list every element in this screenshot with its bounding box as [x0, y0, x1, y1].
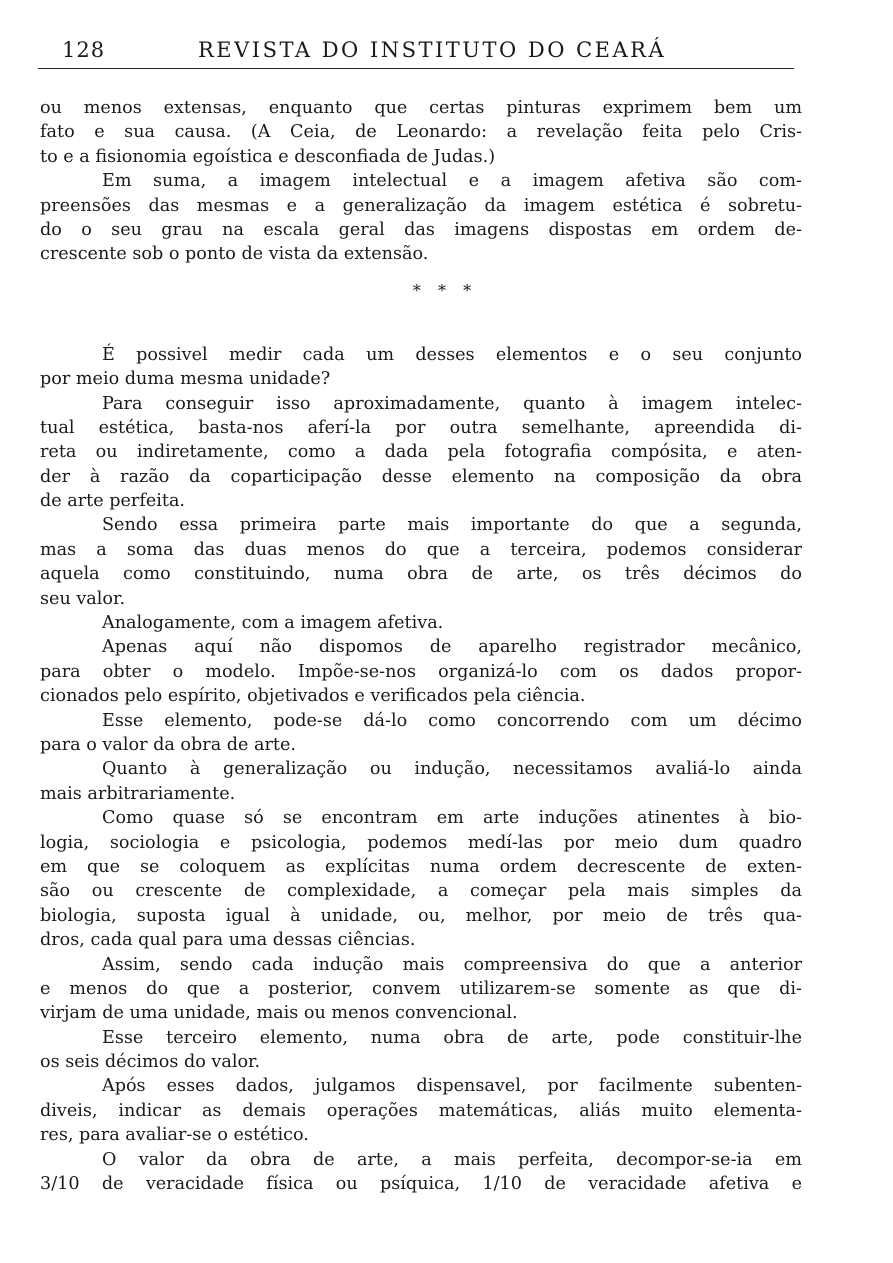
text-line: são ou crescente de complexidade, a começar pela mais simples da: [40, 881, 802, 902]
text-line: to e a fisionomia egoística e desconfiada de Judas.): [40, 146, 496, 167]
text-line: mas a soma das duas menos do que a terceira, podemos considerar: [40, 539, 802, 560]
text-line: cionados pelo espírito, objetivados e verificados pela ciência.: [40, 686, 586, 707]
text-line: logia, sociologia e psicologia, podemos medí-las por meio dum quadro: [40, 832, 802, 853]
paragraph-start: O valor da obra de arte, a mais perfeita, decompor-se-ia em: [102, 1149, 802, 1170]
text-line: e menos do que a posterior, convem utilizarem-se somente as que di-: [40, 978, 802, 999]
text-line: res, para avaliar-se o estético.: [40, 1125, 309, 1146]
text-line: tual estética, basta-nos aferí-la por outra semelhante, apreendida di-: [40, 417, 802, 438]
text-line: crescente sob o ponto de vista da extensão.: [40, 244, 429, 265]
text-line: de arte perfeita.: [40, 491, 186, 512]
paragraph-start: É possivel medir cada um desses elementos e o seu conjunto: [102, 344, 802, 365]
running-title: REVISTA DO INSTITUTO DO CEARÁ: [198, 38, 667, 62]
text-line: os seis décimos do valor.: [40, 1052, 261, 1073]
text-line: fato e sua causa. (A Ceia, de Leonardo: a revelação feita pelo Cris-: [40, 122, 802, 143]
paragraph-start: Analogamente, com a imagem afetiva.: [102, 613, 444, 634]
paragraph-start: Apenas aquí não dispomos de aparelho registrador mecânico,: [102, 637, 802, 658]
text-line: ou menos extensas, enquanto que certas pinturas exprimem bem um: [40, 98, 802, 118]
text-line: para o valor da obra de arte.: [40, 734, 297, 755]
paragraph-start: Assim, sendo cada indução mais compreensiva do que a anterior: [102, 954, 802, 975]
page-header: [38, 38, 794, 69]
paragraph-start: Sendo essa primeira parte mais importante do que a segunda,: [102, 515, 802, 536]
text-line: virjam de uma unidade, mais ou menos convencional.: [40, 1003, 518, 1024]
text-line: seu valor.: [40, 588, 126, 609]
text-line: dros, cada qual para uma dessas ciências.: [40, 930, 416, 951]
text-line: der à razão da coparticipação desse elemento na composição da obra: [40, 466, 802, 487]
paragraph-start: Após esses dados, julgamos dispensavel, por facilmente subenten-: [102, 1076, 802, 1097]
text-line: aquela como constituindo, numa obra de arte, os três décimos do: [40, 564, 802, 585]
paragraph-start: Esse elemento, pode-se dá-lo como concorrendo com um décimo: [102, 710, 802, 731]
body-text: [40, 96, 802, 1196]
paragraph-start: Para conseguir isso aproximadamente, quanto à imagem intelec-: [102, 393, 802, 414]
text-line: do o seu grau na escala geral das imagens dispostas em ordem de-: [40, 219, 802, 240]
text-line: reta ou indiretamente, como a dada pela fotografia compósita, e aten-: [40, 442, 802, 463]
text-line: diveis, indicar as demais operações matemáticas, aliás muito elementa-: [40, 1100, 802, 1121]
paragraph-start: Esse terceiro elemento, numa obra de arte, pode constituir-lhe: [102, 1027, 802, 1048]
text-line: em que se coloquem as explícitas numa ordem decrescente de exten-: [40, 856, 802, 877]
text-line: biologia, suposta igual à unidade, ou, melhor, por meio de três qua-: [40, 905, 802, 926]
paragraph-start: Como quase só se encontram em arte induções atinentes à bio-: [102, 808, 802, 829]
paragraph-start: Quanto à generalização ou indução, necessitamos avaliá-lo ainda: [102, 759, 802, 780]
page-number: 128: [62, 38, 106, 62]
text-line: 3/10 de veracidade física ou psíquica, 1/10 de veracidade afetiva e: [40, 1174, 802, 1195]
paragraph-start: Em suma, a imagem intelectual e a imagem afetiva são com-: [102, 171, 802, 192]
text-line: preensões das mesmas e a generalização da imagem estética é sobretu-: [40, 195, 802, 216]
text-line: mais arbitrariamente.: [40, 783, 236, 804]
text-line: por meio duma mesma unidade?: [40, 369, 331, 390]
spacer: [40, 315, 802, 343]
text-line: para obter o modelo. Impõe-se-nos organizá-lo com os dados propor-: [40, 661, 802, 682]
section-separator: * * *: [412, 280, 478, 300]
